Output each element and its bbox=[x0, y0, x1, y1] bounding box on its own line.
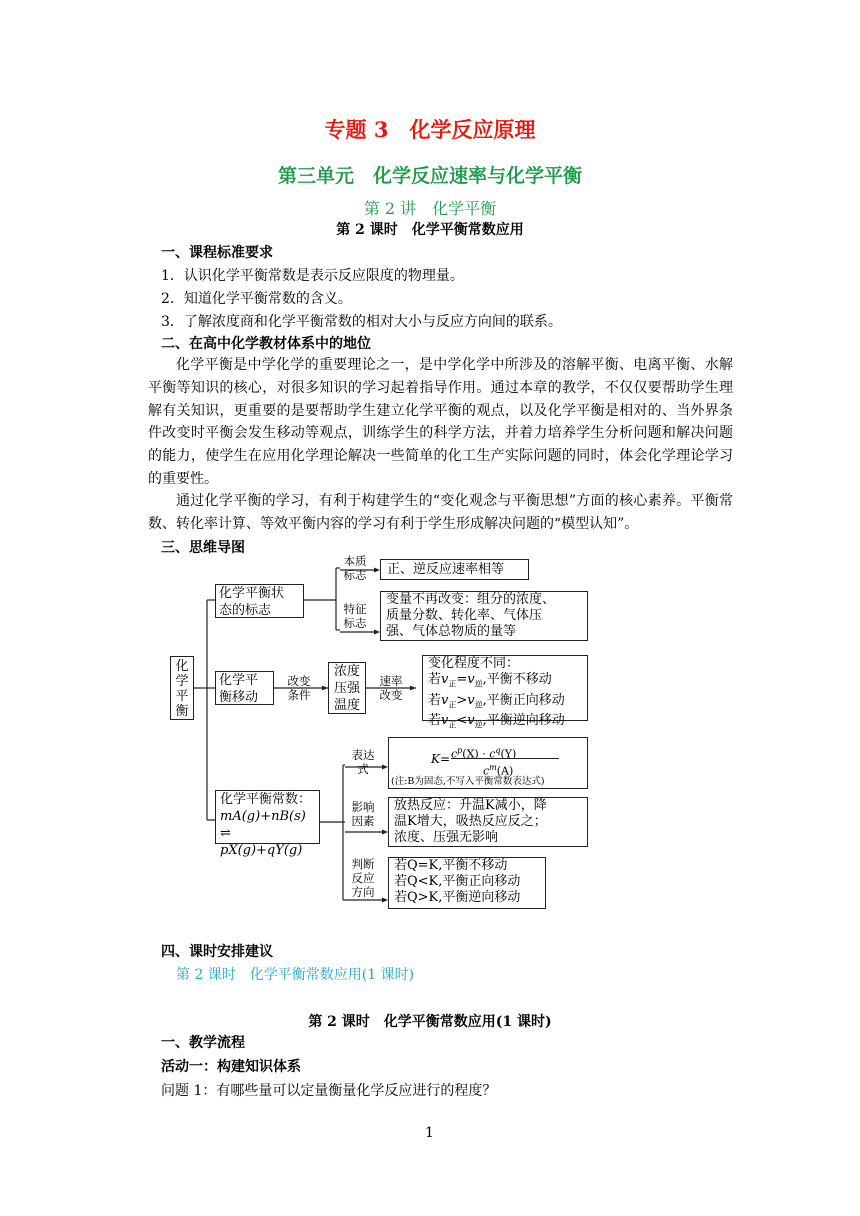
label-line: 条件 bbox=[287, 688, 311, 702]
standard-item: 3．了解浓度商和化学平衡常数的相对大小与反应方向间的联系。 bbox=[161, 314, 562, 330]
label-line: 影响 bbox=[351, 800, 375, 814]
label-line: 特征 bbox=[343, 602, 367, 616]
label-line: 标志 bbox=[343, 568, 367, 582]
label-line: 速率 bbox=[379, 674, 403, 688]
expression-label bbox=[345, 748, 381, 776]
rate-box-title: 变化程度不同： bbox=[428, 656, 520, 671]
judge-line: 若Q>K,平衡逆向移动 bbox=[394, 890, 521, 905]
lesson-title: 第 2 课时 化学平衡常数应用 bbox=[336, 222, 524, 238]
section1-title: 一、课程标准要求 bbox=[161, 245, 273, 261]
teaching-flow-title: 一、教学流程 bbox=[161, 1035, 245, 1051]
expression-box: K= $c^p(X) \cdot c^q(Y)$ $c^m(A)$ (注:B为固态,不写入平衡常数表达式) bbox=[388, 737, 588, 789]
rate-result-text: ,平衡正向移动 bbox=[482, 692, 565, 708]
label-line: 改变 bbox=[287, 674, 311, 688]
section4-title: 四、课时安排建议 bbox=[161, 944, 273, 960]
equilibrium-constant-box bbox=[215, 790, 320, 858]
root-box-chemical-equilibrium bbox=[170, 656, 194, 720]
root-char: 学 bbox=[175, 674, 189, 689]
reaction-equation-right: pX(g)+qY(g) bbox=[220, 843, 303, 858]
section2-paragraph-1: 化学平衡是中学化学的重要理论之一，是中学化学中所涉及的溶解平衡、电离平衡、水解平衡等知识的核心，对很多知识的学习起着指导作用。通过本章的教学，不仅仅要帮助学生理解有关知识，更重要的是要帮助学生建立化学平衡的观点，以及化学平衡是相对的、当外界条件改变时平衡会发生移动等观点，训练学生的科学方法，并着力培养学生分析问题和解决问题的能力，使学生在应用化学理论解决一些简单的化工生产实际问题的同时，体会化学理论学习的重要性。 bbox=[148, 357, 733, 487]
unit-title: 第三单元 化学反应速率与化学平衡 bbox=[277, 165, 582, 187]
judge-direction-label bbox=[345, 857, 381, 899]
condition-box bbox=[328, 662, 366, 714]
condition-line: 压强 bbox=[333, 681, 360, 696]
expression-note: (注:B为固态,不写入平衡常数表达式) bbox=[391, 776, 545, 787]
state-box-line: 化学平衡状 bbox=[219, 586, 285, 601]
rate-line-less: 若$v_正<v_逆$,平衡逆向移动 bbox=[428, 713, 565, 730]
const-box-title: 化学平衡常数： bbox=[220, 792, 312, 807]
rate-change-label bbox=[373, 674, 409, 702]
condition-line: 温度 bbox=[333, 698, 360, 713]
feature-line: 质量分数、转化率、气体压 bbox=[386, 608, 543, 623]
reaction-equation-left: mA(g)+nB(s) ⇌ bbox=[220, 809, 306, 841]
rate-line-greater: 若$v_正>v_逆$,平衡正向移动 bbox=[428, 692, 565, 710]
label-line: 反应 bbox=[351, 871, 375, 885]
factor-line: 温K增大，吸热反应反之； bbox=[394, 814, 547, 829]
shift-box-line: 化学平 bbox=[219, 673, 259, 688]
factor-line: 放热反应：升温K减小，降 bbox=[394, 798, 547, 813]
label-line: 方向 bbox=[351, 885, 375, 899]
feature-box bbox=[380, 591, 588, 641]
label-line: 本质 bbox=[343, 554, 367, 568]
lecture-title: 第 2 讲 化学平衡 bbox=[363, 199, 497, 218]
change-condition-label bbox=[282, 674, 316, 702]
essence-label bbox=[338, 554, 372, 582]
label-line: 表达 bbox=[351, 748, 375, 762]
topic-title: 专题 3 化学反应原理 bbox=[324, 117, 536, 142]
question-1: 问题 1：有哪些量可以定量衡量化学反应进行的程度？ bbox=[161, 1083, 497, 1099]
judge-box bbox=[388, 857, 546, 909]
standard-item: 2．知道化学平衡常数的含义。 bbox=[161, 291, 352, 307]
factor-box bbox=[388, 797, 588, 847]
equilibrium-state-box bbox=[215, 584, 304, 618]
label-line: 标志 bbox=[343, 616, 367, 630]
lesson2-title: 第 2 课时 化学平衡常数应用(1 课时) bbox=[308, 1014, 552, 1030]
root-char: 衡 bbox=[175, 704, 189, 719]
page-number: 1 bbox=[425, 1125, 434, 1141]
condition-line: 浓度 bbox=[333, 664, 360, 679]
root-char: 化 bbox=[175, 659, 189, 674]
schedule-plan: 第 2 课时 化学平衡常数应用(1 课时) bbox=[176, 967, 415, 983]
rate-result-box bbox=[422, 655, 588, 730]
feature-line: 强、气体总物质的量等 bbox=[386, 624, 517, 639]
root-char: 平 bbox=[175, 689, 189, 704]
rate-result-text: ,平衡逆向移动 bbox=[482, 713, 565, 729]
rate-line-equal: 若$v_正=v_逆$,平衡不移动 bbox=[428, 672, 552, 689]
factor-label bbox=[345, 800, 381, 828]
label-line: 因素 bbox=[351, 814, 375, 828]
judge-line: 若Q=K,平衡不移动 bbox=[394, 858, 508, 873]
factor-line: 浓度、压强无影响 bbox=[394, 830, 499, 845]
section3-title: 三、思维导图 bbox=[161, 540, 245, 556]
state-box-line: 态的标志 bbox=[219, 603, 272, 618]
essence-box: 正、逆反应速率相等 bbox=[380, 559, 529, 580]
feature-label bbox=[338, 602, 372, 630]
section2-paragraph-2: 通过化学平衡的学习，有利于构建学生的“变化观念与平衡思想”方面的核心素养。平衡常数、转化率计算、等效平衡内容的学习有利于学生形成解决问题的“模型认知”。 bbox=[148, 493, 733, 532]
activity-title: 活动一：构建知识体系 bbox=[161, 1059, 301, 1075]
standard-item: 1．认识化学平衡常数是表示反应限度的物理量。 bbox=[161, 268, 464, 284]
shift-box-line: 衡移动 bbox=[219, 690, 259, 705]
label-line: 式 bbox=[357, 762, 369, 776]
equilibrium-shift-box bbox=[215, 671, 274, 705]
section2-title: 二、在高中化学教材体系中的地位 bbox=[161, 336, 371, 352]
judge-line: 若Q<K,平衡正向移动 bbox=[394, 874, 521, 889]
label-line: 判断 bbox=[351, 857, 375, 871]
feature-line: 变量不再改变：组分的浓度、 bbox=[386, 592, 556, 607]
label-line: 改变 bbox=[379, 688, 403, 702]
rate-result-text: ,平衡不移动 bbox=[482, 672, 552, 687]
